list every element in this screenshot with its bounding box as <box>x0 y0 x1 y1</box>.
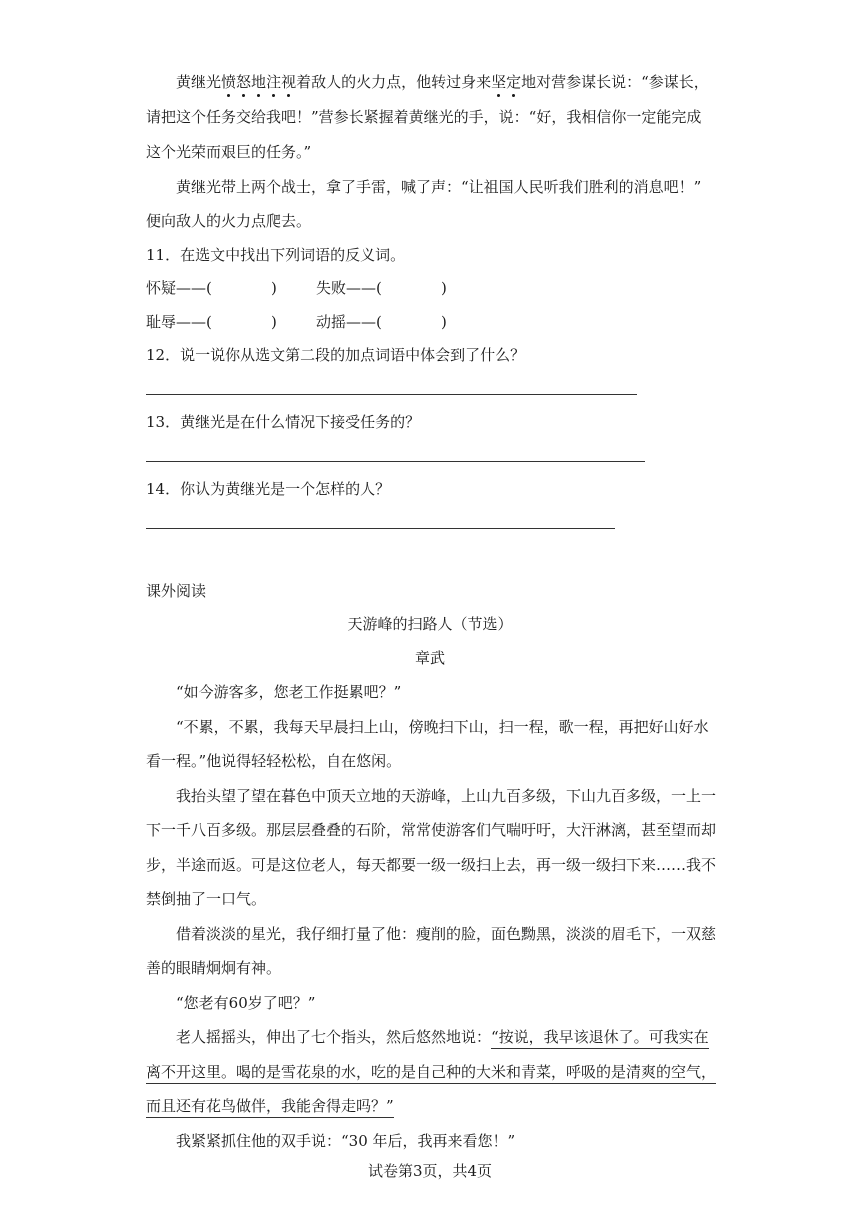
dotted-char: 地 <box>251 73 267 91</box>
passage1-line4: 黄继光带上两个战士，拿了手雷，喊了声：“让祖国人民听我们胜利的消息吧！” <box>176 178 702 196</box>
dotted-char: 愤 <box>221 73 237 91</box>
question-13: 13．黄继光是在什么情况下接受任务的？ <box>146 413 421 431</box>
article-line: 我紧紧抓住他的双手说：“30 年后，我再来看您！” <box>176 1132 516 1150</box>
q11-blank-close: ) <box>271 313 277 331</box>
article-line-underlined <box>146 1096 394 1116</box>
passage1-line2: 请把这个任务交给我吧！”营参长紧握着黄继光的手，说：“好，我相信你一定能完成 <box>146 108 702 126</box>
article-line: 禁倒抽了一口气。 <box>146 890 267 908</box>
q11-blank-close: ) <box>271 279 277 297</box>
passage1-line1: 黄继光愤怒地注视着敌人的火力点，他转过身来坚定地对营参谋长说：“参谋长， <box>176 73 709 91</box>
dotted-char: 注 <box>266 73 282 91</box>
q11-blank-close: ) <box>441 279 447 297</box>
underlined-quote: “按说，我早该退休了。可我实在 <box>491 1028 709 1049</box>
question-14: 14．你认为黄继光是一个怎样的人？ <box>146 480 391 498</box>
article-line: “您老有60岁了吧？” <box>176 994 316 1012</box>
answer-line-13[interactable] <box>146 461 645 462</box>
article-line: 看一程。”他说得轻轻松松，自在悠闲。 <box>146 752 402 770</box>
q11-item-huaiyi: 怀疑——( <box>146 279 212 297</box>
passage1-line5: 便向敌人的火力点爬去。 <box>146 212 312 230</box>
answer-line-14[interactable] <box>146 528 615 529</box>
question-11: 11．在选文中找出下列词语的反义词。 <box>146 246 406 264</box>
article-line: 我抬头望了望在暮色中顶天立地的天游峰，上山九百多级，下山九百多级，一上一 <box>176 787 717 805</box>
dotted-char: 怒 <box>236 73 252 91</box>
question-12: 12．说一说你从选文第二段的加点词语中体会到了什么？ <box>146 346 526 364</box>
q11-item-dongyao: 动摇——( <box>316 313 382 331</box>
section-heading: 课外阅读 <box>146 582 207 600</box>
q11-item-chiru: 耻辱——( <box>146 313 212 331</box>
article-line: 善的眼睛炯炯有神。 <box>146 959 282 977</box>
q11-item-shibai: 失败——( <box>316 279 382 297</box>
article-line-underlined <box>146 1062 716 1082</box>
underlined-quote: 离不开这里。喝的是雪花泉的水，吃的是自己种的大米和青菜，呼吸的是清爽的空气， <box>146 1063 716 1084</box>
article-author: 章武 <box>414 649 445 667</box>
page-footer: 试卷第3页，共4页 <box>367 1162 493 1180</box>
underlined-quote: 而且还有花鸟做伴，我能舍得走吗？” <box>146 1097 394 1118</box>
article-line: 步，半途而返。可是这位老人，每天都要一级一级扫上去，再一级一级扫下来……我不 <box>146 856 717 874</box>
article-line: “如今游客多，您老工作挺累吧？” <box>176 683 402 701</box>
passage1-line3: 这个光荣而艰巨的任务。” <box>146 143 312 161</box>
article-title: 天游峰的扫路人（节选） <box>347 615 513 633</box>
dotted-char: 定 <box>506 73 522 91</box>
q11-blank-close: ) <box>441 313 447 331</box>
article-line: “不累，不累，我每天早晨扫上山，傍晚扫下山，扫一程，歌一程，再把好山好水 <box>176 718 709 736</box>
article-line: 借着淡淡的星光，我仔细打量了他：瘦削的脸，面色黝黑，淡淡的眉毛下，一双慈 <box>176 925 717 943</box>
article-line: 下一千八百多级。那层层叠叠的石阶，常常使游客们气喘吁吁，大汗淋漓，甚至望而却 <box>146 821 717 839</box>
answer-line-12[interactable] <box>146 394 637 395</box>
dotted-char: 视 <box>281 73 297 91</box>
article-line-underlined-start: 老人摇摇头，伸出了七个指头，然后悠然地说：“按说，我早该退休了。可我实在 <box>176 1027 709 1047</box>
dotted-char: 坚 <box>491 73 507 91</box>
